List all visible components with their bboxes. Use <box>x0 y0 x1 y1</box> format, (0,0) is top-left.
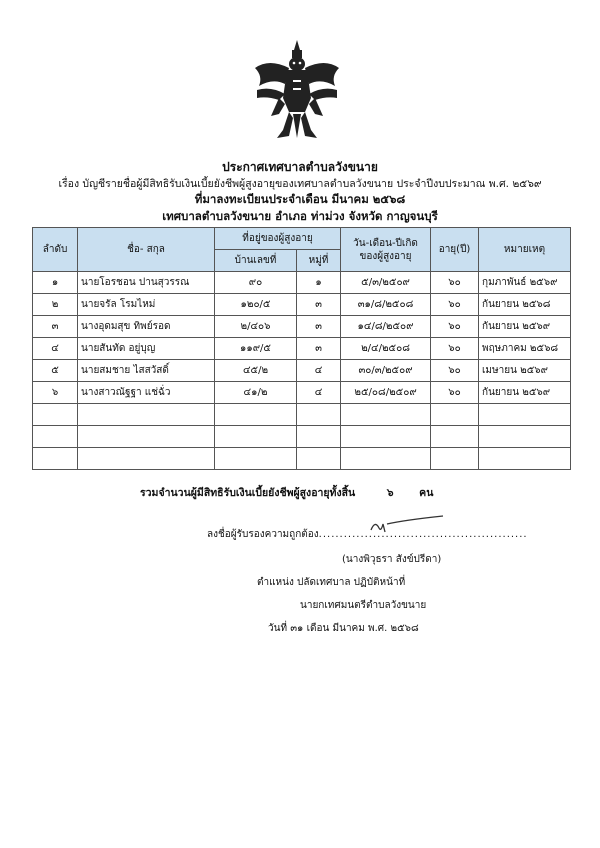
table-row <box>33 382 571 404</box>
announcement-title: ประกาศเทศบาลตำบลวังขนาย <box>222 160 378 174</box>
cell-village: ๔ <box>297 382 341 404</box>
certify-label: ลงชื่อผู้รับรองความถูกต้อง <box>207 529 319 540</box>
cell-name: นางอุดมสุข ทิพย์รอด <box>78 316 215 338</box>
table-row <box>33 294 571 316</box>
cell-dob: ๑๔/๘/๒๕๐๙ <box>341 316 431 338</box>
cell-remark: กุมภาพันธ์ ๒๕๖๙ <box>479 272 571 294</box>
cell-seq: ๕ <box>33 360 78 382</box>
cell-house-no: ๑๑๙/๕ <box>215 338 297 360</box>
elderly-roster-table <box>32 227 571 470</box>
registration-line: ที่มาลงทะเบียนประจำเดือน มีนาคม ๒๕๖๘ <box>194 192 406 206</box>
header-house-no: บ้านเลขที่ <box>215 250 297 272</box>
handwritten-signature <box>365 512 445 538</box>
cell-age: ๖๐ <box>431 338 479 360</box>
cell-house-no: ๑๒๐/๕ <box>215 294 297 316</box>
cell-dob: ๕/๓/๒๕๐๙ <box>341 272 431 294</box>
cell-name: นายสันทัด อยู่บุญ <box>78 338 215 360</box>
cell-name: นายจรัล โรมไหม่ <box>78 294 215 316</box>
cell-age: ๖๐ <box>431 294 479 316</box>
cell-village: ๔ <box>297 360 341 382</box>
cell-village: ๓ <box>297 316 341 338</box>
cell-remark: กันยายน ๒๕๖๙ <box>479 316 571 338</box>
cell-seq: ๖ <box>33 382 78 404</box>
header-dob: วัน-เดือน-ปีเกิด ของผู้สูงอายุ <box>341 228 431 272</box>
header-name: ชื่อ- สกุล <box>78 228 215 272</box>
cell-village: ๑ <box>297 272 341 294</box>
cell-dob: ๒๕/๐๘/๒๕๐๙ <box>341 382 431 404</box>
summary-unit: คน <box>419 487 434 499</box>
cell-dob: ๒/๔/๒๕๐๘ <box>341 338 431 360</box>
signatory-position-2: นายกเทศมนตรีตำบลวังขนาย <box>300 600 427 611</box>
cell-house-no: ๒/๔๐๖ <box>215 316 297 338</box>
cell-age: ๖๐ <box>431 316 479 338</box>
table-row <box>33 316 571 338</box>
cell-village: ๓ <box>297 294 341 316</box>
empty-row <box>33 426 571 448</box>
cell-house-no: ๙๐ <box>215 272 297 294</box>
header-remark: หมายเหตุ <box>479 228 571 272</box>
cell-seq: ๓ <box>33 316 78 338</box>
signatory-name: (นางพิวุธรา สังข์ปรีดา) <box>342 554 442 565</box>
empty-row <box>33 404 571 426</box>
cell-village: ๓ <box>297 338 341 360</box>
signatory-position: ตำแหน่ง ปลัดเทศบาล ปฏิบัติหน้าที่ <box>257 577 406 588</box>
cell-remark: กันยายน ๒๕๖๘ <box>479 294 571 316</box>
cell-seq: ๒ <box>33 294 78 316</box>
cell-age: ๖๐ <box>431 382 479 404</box>
cell-name: นายสมชาย ไสสวัสดิ์ <box>78 360 215 382</box>
cell-remark: พฤษภาคม ๒๕๖๘ <box>479 338 571 360</box>
header-seq: ลำดับ <box>33 228 78 272</box>
cell-dob: ๓๐/๓/๒๕๐๙ <box>341 360 431 382</box>
cell-remark: กันยายน ๒๕๖๙ <box>479 382 571 404</box>
summary-label: รวมจำนวนผู้มีสิทธิรับเงินเบี้ยยังชีพผู้สูงอายุทั้งสิ้น <box>140 487 356 499</box>
cell-age: ๖๐ <box>431 360 479 382</box>
cell-age: ๖๐ <box>431 272 479 294</box>
cell-house-no: ๔๕/๒ <box>215 360 297 382</box>
summary-line <box>140 484 433 501</box>
cell-remark: เมษายน ๒๕๖๙ <box>479 360 571 382</box>
table-row <box>33 360 571 382</box>
cell-dob: ๓๑/๘/๒๕๐๘ <box>341 294 431 316</box>
cell-name: นางสาวณัฐฐา แช่ฉั่ว <box>78 382 215 404</box>
cell-seq: ๑ <box>33 272 78 294</box>
cell-name: นายโอรชอน ปานสุวรรณ <box>78 272 215 294</box>
cell-seq: ๔ <box>33 338 78 360</box>
dotted-line: .................................................. <box>318 529 528 540</box>
signatory-date: วันที่ ๓๑ เดือน มีนาคม พ.ศ. ๒๕๖๘ <box>268 623 419 634</box>
header-age: อายุ(ปี) <box>431 228 479 272</box>
empty-row <box>33 448 571 470</box>
table-row <box>33 272 571 294</box>
table-row <box>33 338 571 360</box>
summary-count: ๖ <box>386 487 394 499</box>
header-village: หมู่ที่ <box>297 250 341 272</box>
location-line: เทศบาลตำบลวังขนาย อำเภอ ท่าม่วง จังหวัด กาญจนบุรี <box>162 209 438 223</box>
subject-line: เรื่อง บัญชีรายชื่อผู้มีสิทธิรับเงินเบี้ยยังชีพผู้สูงอายุของเทศบาลตำบลวังขนาย ประจำปีงบประมาณ พ.ศ. ๒๕๖๙ <box>58 178 542 190</box>
cell-house-no: ๔๑/๒ <box>215 382 297 404</box>
garuda-emblem-icon <box>249 38 345 142</box>
header-address: ที่อยู่ของผู้สูงอายุ <box>215 228 341 250</box>
